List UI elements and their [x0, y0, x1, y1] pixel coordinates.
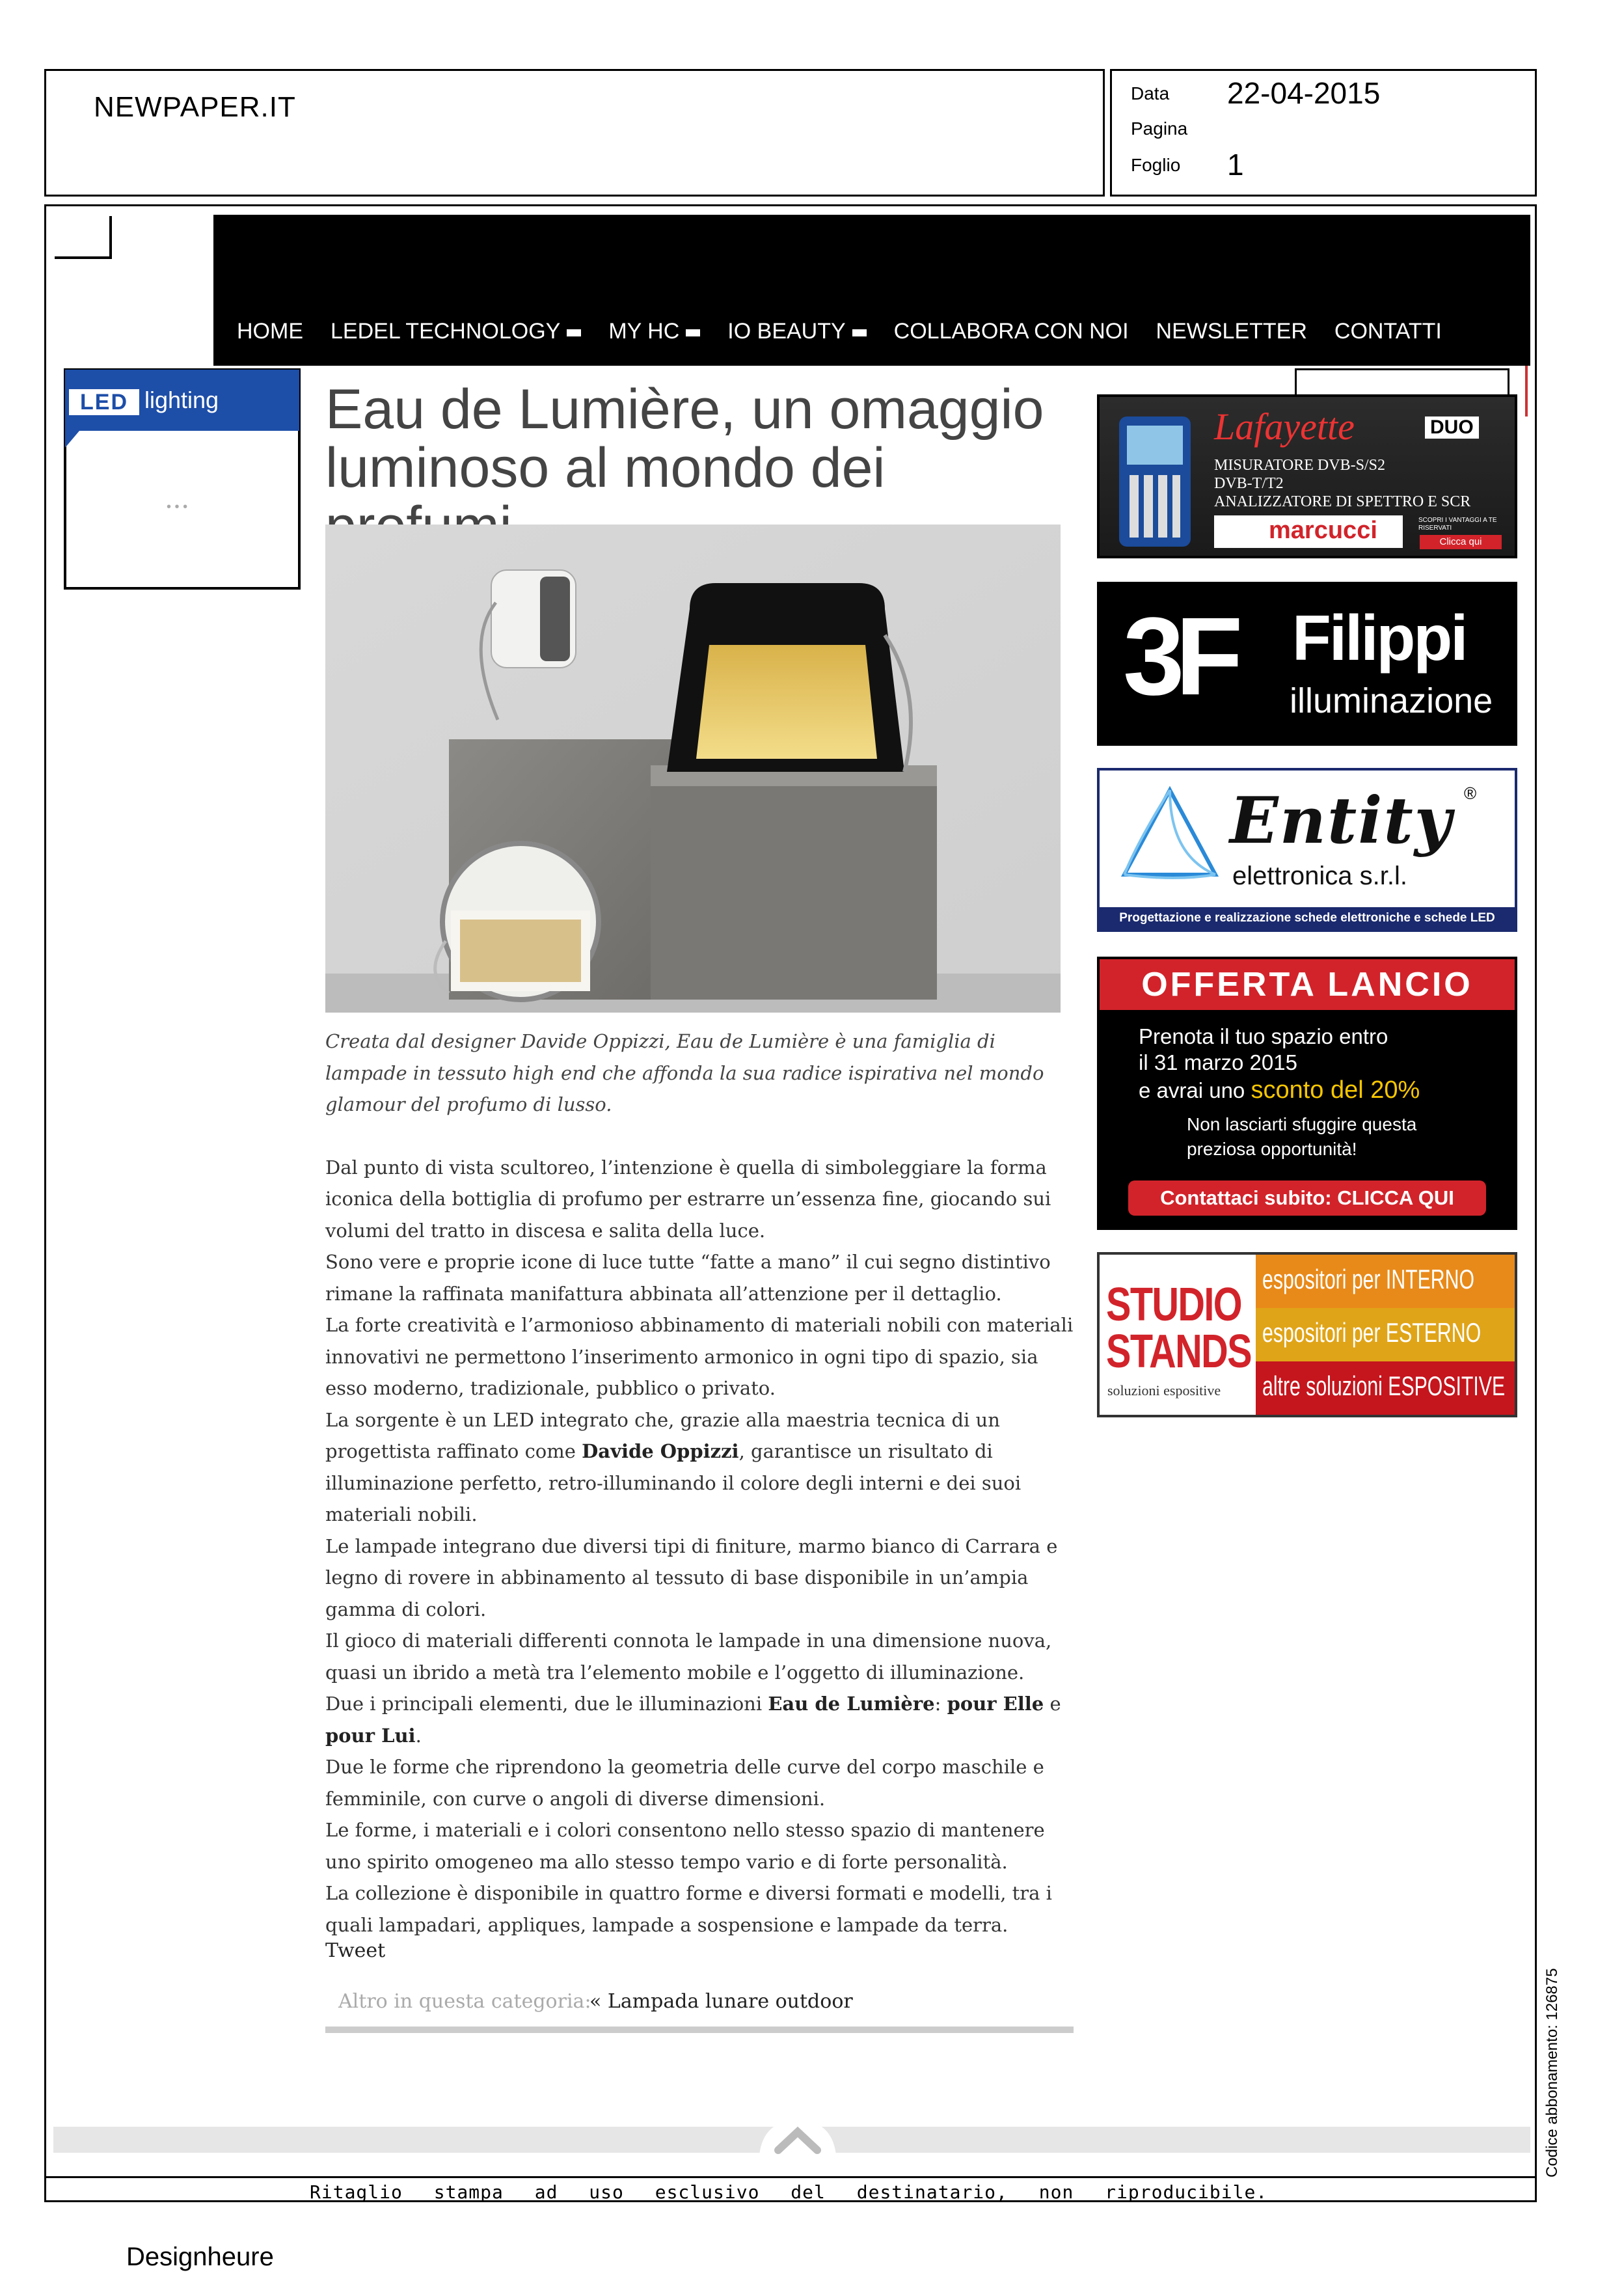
article-paragraph: Le lampade integrano due diversi tipi di finiture, marmo bianco di Carrara e legno di rovere in abbinamento al tessuto di base disponibile in un’ampia gamma di colori. [325, 1535, 1058, 1620]
sidebar-module-title: lighting [144, 387, 219, 413]
loading-dots: • • • [167, 500, 188, 514]
category-label: Altro in questa categoria: [338, 1990, 591, 2013]
article-photo [325, 525, 1061, 1013]
clicca-qui-button[interactable]: Clicca qui [1420, 535, 1502, 549]
source-name: Designheure [126, 2243, 274, 2271]
main-menu [237, 319, 1469, 344]
data-label: Data [1131, 83, 1170, 103]
ad-offerta-lancio[interactable]: OFFERTA LANCIO Prenota il tuo spazio entro il 31 marzo 2015 e avrai uno sconto del 20% Non lasciarti sfuggire questa preziosa opportunità! Contattaci subito: CLICCA QUI [1097, 957, 1517, 1230]
entity-logo-icon [1111, 777, 1228, 901]
article-title: Eau de Lumière, un omaggio luminoso al mondo dei [325, 378, 1044, 499]
clipping-divider [46, 2176, 1536, 2178]
ad-lafayette[interactable]: Lafayette DUO MISURATORE DVB-S/S2 DVB-T/T2 ANALIZZATORE DI SPETTRO E SCR marcucci SCOPRI I VANTAGGI A TE RISERVATI Clicca qui [1097, 394, 1517, 558]
contattaci-button[interactable]: Contattaci subito: CLICCA QUI [1128, 1180, 1486, 1216]
reproduction-notice: Ritaglio stampa ad uso esclusivo del destinatario, non riproducibile. [310, 2181, 1268, 2203]
dropdown-icon [686, 329, 700, 336]
article-paragraph: La sorgente è un LED integrato che, grazie alla maestria tecnica di un progettista raffinato come Davide Oppizzi, garantisce un risultato di illuminazione perfetto, retro-illuminando il colore degli interni e dei suoi materiali nobili. [325, 1408, 1022, 1525]
foglio-value: 1 [1227, 148, 1244, 182]
ad-3f-filippi[interactable]: 3F Filippi illuminazione [1097, 582, 1517, 746]
dropdown-icon [852, 329, 867, 336]
nav-home[interactable]: HOME [237, 319, 303, 344]
article-paragraph: Dal punto di vista scultoreo, l’intenzione è quella di simboleggiare la forma iconica della bottiglia di profumo per estrarre un’essenza fine, giocando sui volumi del tratto in discesa e salita della luce. [325, 1156, 1051, 1242]
back-to-top-icon[interactable] [757, 2115, 838, 2166]
logo-corner-mark [55, 216, 112, 259]
nav-ledel-technology[interactable]: LEDEL TECHNOLOGY [331, 319, 581, 344]
clipping-header-left [44, 69, 1105, 197]
previous-article-link[interactable]: « Lampada lunare outdoor [589, 1990, 853, 2013]
article-paragraph: Le forme, i materiali e i colori consentono nello stesso spazio di mantenere uno spirito omogeneo ma allo stesso tempo vario e di forte personalità. [325, 1819, 1045, 1873]
device-icon [1119, 416, 1191, 547]
article-paragraph: Il gioco di materiali differenti connota le lampade in una dimensione nuova, quasi un ibrido a metà tra l’elemento mobile e l’oggetto di illuminazione. [325, 1630, 1052, 1684]
sidebar-ribbon-fold [65, 431, 79, 448]
publication-name: NEWPAPER.IT [94, 91, 296, 123]
led-logo-icon: LED [69, 389, 139, 415]
ad-entity[interactable]: Entity ® elettronica s.r.l. Progettazione e realizzazione schede elettroniche e schede LED [1097, 768, 1517, 932]
article-paragraph: Due le forme che riprendono la geometria delle curve del corpo maschile e femminile, con curve o angoli di diverse dimensioni. [325, 1756, 1044, 1810]
article-paragraph: Sono vere e proprie icone di luce tutte “fatte a mano” il cui segno distintivo rimane la raffinata manifattura abbinata all’attenzione per il dettaglio. [325, 1251, 1051, 1305]
dropdown-icon [567, 329, 581, 336]
nav-contatti[interactable]: CONTATTI [1334, 319, 1442, 344]
ad-studio-stands[interactable]: STUDIO STANDS soluzioni espositive espositori per INTERNO espositori per ESTERNO altre soluzioni ESPOSITIVE [1097, 1252, 1517, 1417]
pagina-label: Pagina [1131, 118, 1188, 139]
article-body [325, 1026, 1080, 1941]
nav-edge-accent [1525, 366, 1528, 416]
nav-my-hc[interactable]: MY HC [608, 319, 700, 344]
data-value: 22-04-2015 [1227, 76, 1381, 110]
article-paragraph: La forte creatività e l’armonioso abbinamento di materiali nobili con materiali innovativi ne permettono l’inserimento armonico in ogni tipo di spazio, sia esso moderno, tradizionale, pubblico o privato. [325, 1314, 1074, 1399]
tweet-button[interactable]: Tweet [325, 1939, 386, 1962]
nav-collabora-con-noi[interactable]: COLLABORA CON NOI [893, 319, 1129, 344]
3f-logo-icon: 3F [1123, 595, 1234, 718]
nav-newsletter[interactable]: NEWSLETTER [1156, 319, 1307, 344]
foglio-label: Foglio [1131, 155, 1181, 175]
codice-abbonamento: Codice abbonamento: 126875 [1543, 1968, 1561, 2177]
article-paragraph: La collezione è disponibile in quattro forme e diversi formati e modelli, tra i quali lampadari, appliques, lampade a sospensione e lampade da terra. [325, 1882, 1052, 1936]
nav-io-beauty[interactable]: IO BEAUTY [727, 319, 866, 344]
article-lead: Creata dal designer Davide Oppizzi, Eau de Lumière è una famiglia di lampade in tessuto high end che affonda la sua radice ispirativa nel mondo glamour del profumo di lusso. [325, 1030, 1044, 1115]
article-paragraph: Due i principali elementi, due le illuminazioni Eau de Lumière: pour Elle e pour Lui. [325, 1693, 1061, 1747]
